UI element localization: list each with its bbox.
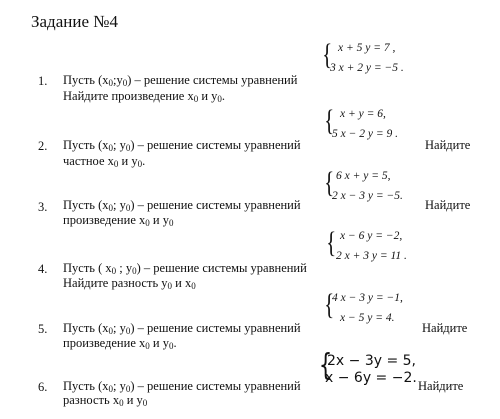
item-question: произведение $x_0$ и $y_0$ (63, 213, 174, 228)
equation-2: 3 x + 2 y = −5 . (330, 62, 404, 74)
item-condition: Пусть ($x_0$; $y_0$) – решение системы уравнений (63, 138, 301, 153)
item-number: 6. (38, 380, 48, 394)
item-number: 2. (38, 139, 48, 153)
task-title: Задание №4 (31, 12, 118, 31)
equation-2: x − 6y = −2. (325, 370, 417, 386)
find-word: Найдите (422, 321, 468, 335)
find-word: Найдите (418, 379, 464, 393)
item-condition: Пусть ($x_0$; $y_0$) – решение системы уравнений (63, 321, 301, 336)
equation-1: 2x − 3y = 5, (327, 353, 417, 369)
equation-2: 2 x + 3 y = 11 . (336, 250, 407, 262)
equation-2: x − 5 y = 4. (340, 312, 395, 324)
item-number: 4. (38, 262, 48, 276)
item-number: 5. (38, 322, 48, 336)
item-condition: Пусть ($x_0$; $y_0$) – решение системы уравнений (63, 379, 301, 394)
equation-2: 5 x − 2 y = 9 . (332, 128, 398, 140)
item-question: частное $x_0$ и $y_0$. (63, 154, 146, 169)
find-word: Найдите (425, 198, 471, 212)
equation-1: 4 x − 3 y = −1, (332, 292, 403, 304)
item-question: разность $x_0$ и $y_0$ (63, 393, 148, 408)
item-condition: Пусть ($x_0$; $y_0$) – решение системы уравнений (63, 198, 301, 213)
equation-1: x − 6 y = −2, (340, 230, 403, 242)
equation-1: 6 x + y = 5, (336, 170, 391, 182)
item-question: Найдите разность $y_0$ и $x_0$ (63, 276, 196, 291)
item-number: 3. (38, 200, 48, 214)
item-number: 1. (38, 74, 48, 88)
item-question: произведение $x_0$ и $y_0$. (63, 336, 177, 351)
equation-1: x + y = 6, (340, 108, 386, 120)
item-question: Найдите произведение $x_0$ и $y_0$. (63, 89, 226, 104)
item-condition: Пусть ( $x_0$ ; $y_0$) – решение системы уравнений (63, 261, 307, 276)
equation-2: 2 x − 3 y = −5. (332, 190, 403, 202)
item-condition: Пусть $(x_0;y_0)$ – решение системы уравнений (63, 73, 298, 88)
find-word: Найдите (425, 138, 471, 152)
equation-1: x + 5 y = 7 , (338, 42, 396, 54)
